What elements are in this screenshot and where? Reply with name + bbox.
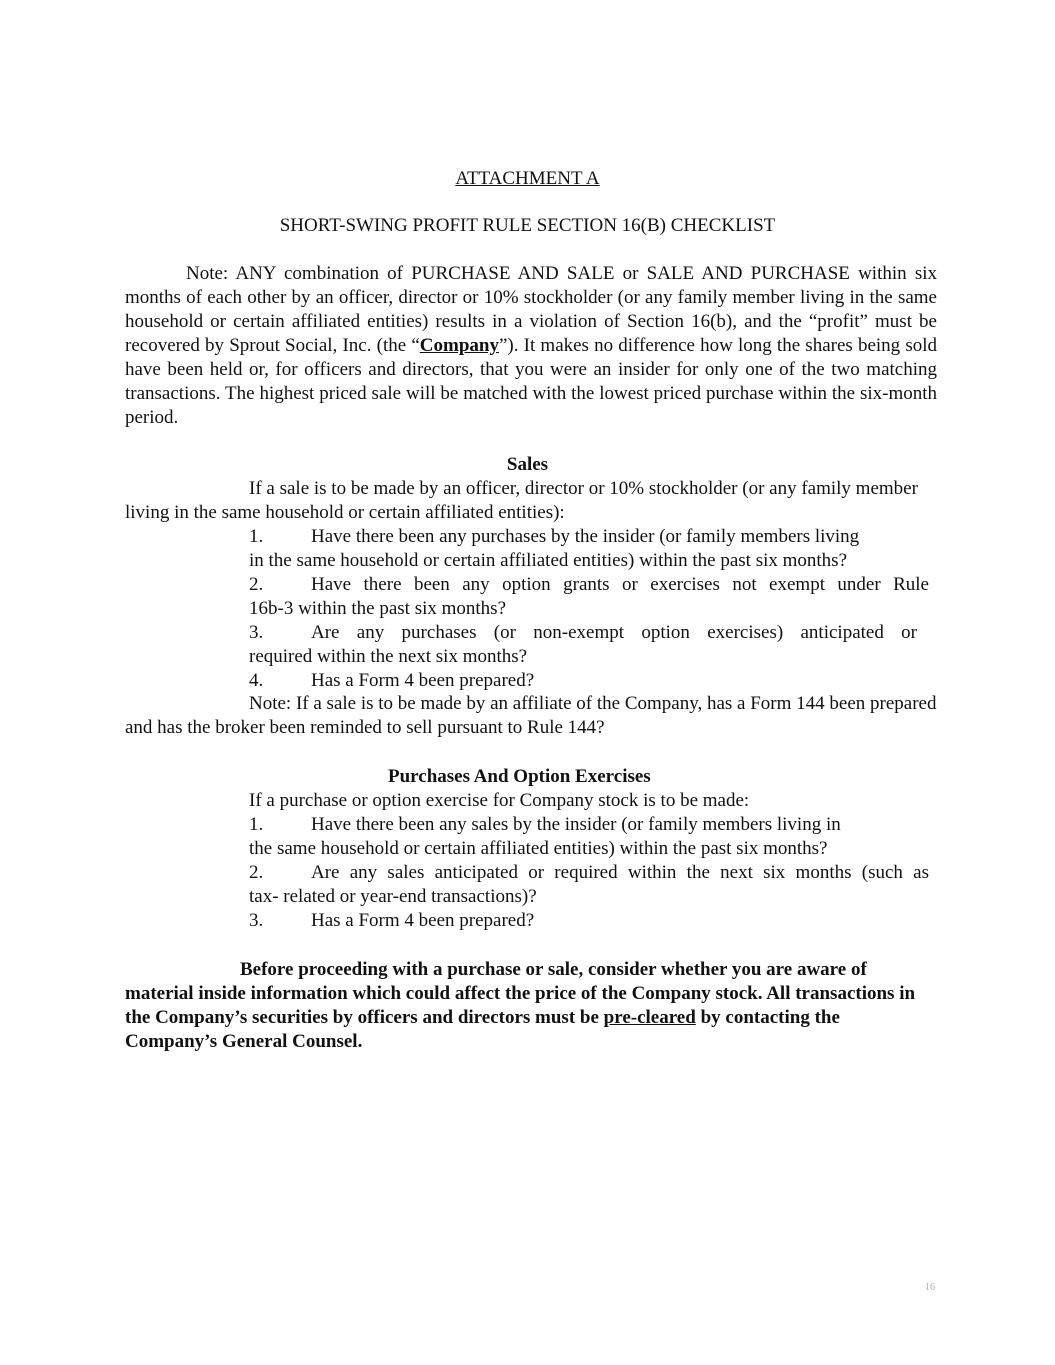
sales-note: Note: If a sale is to be made by an affiliate of the Company, has a Form 144 been prepared and has the broker been reminded to sell pursuant to Rule 144? (125, 693, 937, 738)
list-item: 3. Are any purchases (or non-exempt option exercises) anticipated or required within the next six months? (249, 622, 917, 667)
pre-clearance-warning: Before proceeding with a purchase or sale, consider whether you are aware of material inside information which could affect the price of the Company stock. All transactions in the Company’s securities by officers and directors must be pre-cleared by contacting the Company’s General Counsel. (125, 959, 916, 1052)
sales-heading: Sales (506, 454, 549, 475)
attachment-heading: ATTACHMENT A (455, 168, 600, 189)
purchases-checklist (249, 813, 929, 933)
checklist-title: SHORT-SWING PROFIT RULE SECTION 16(B) CHECKLIST (279, 215, 776, 236)
list-item: 1. Have there been any sales by the insider (or family members living in the same household or certain affiliated entities) within the past six months? (249, 814, 841, 859)
list-item: 2. Are any sales anticipated or required within the next six months (such as tax- related or year-end transactions)? (249, 862, 929, 907)
company-defined-term: Company (419, 335, 499, 356)
purchases-intro: If a purchase or option exercise for Company stock is to be made: (249, 790, 750, 811)
pre-cleared-term: pre-cleared (603, 1007, 696, 1028)
sales-checklist (249, 525, 929, 693)
list-item: 3. Has a Form 4 been prepared? (249, 910, 535, 931)
list-item: 2. Have there been any option grants or exercises not exempt under Rule 16b-3 within the past six months? (249, 574, 929, 619)
page-number: 16 (925, 1282, 935, 1293)
purchases-heading: Purchases And Option Exercises (388, 766, 651, 787)
sales-intro: If a sale is to be made by an officer, director or 10% stockholder (or any family member living in the same household or certain affiliated entities): (125, 478, 918, 523)
list-item: 1. Have there been any purchases by the insider (or family members living in the same household or certain affiliated entities) within the past six months? (249, 526, 860, 571)
intro-note-paragraph: Note: ANY combination of PURCHASE AND SALE or SALE AND PURCHASE within six months of each other by an officer, director or 10% stockholder (or any family member living in the same household or certain affiliated entities) results in a violation of Section 16(b), and the “profit” must be recovered by Sprout Social, Inc. (the “Company”). It makes no difference how long the shares being sold have been held or, for officers and directors, that you were an insider for only one of the two matching transactions. The highest priced sale will be matched with the lowest priced purchase within the six-month period. (125, 263, 937, 428)
list-item: 4. Has a Form 4 been prepared? (249, 670, 535, 691)
